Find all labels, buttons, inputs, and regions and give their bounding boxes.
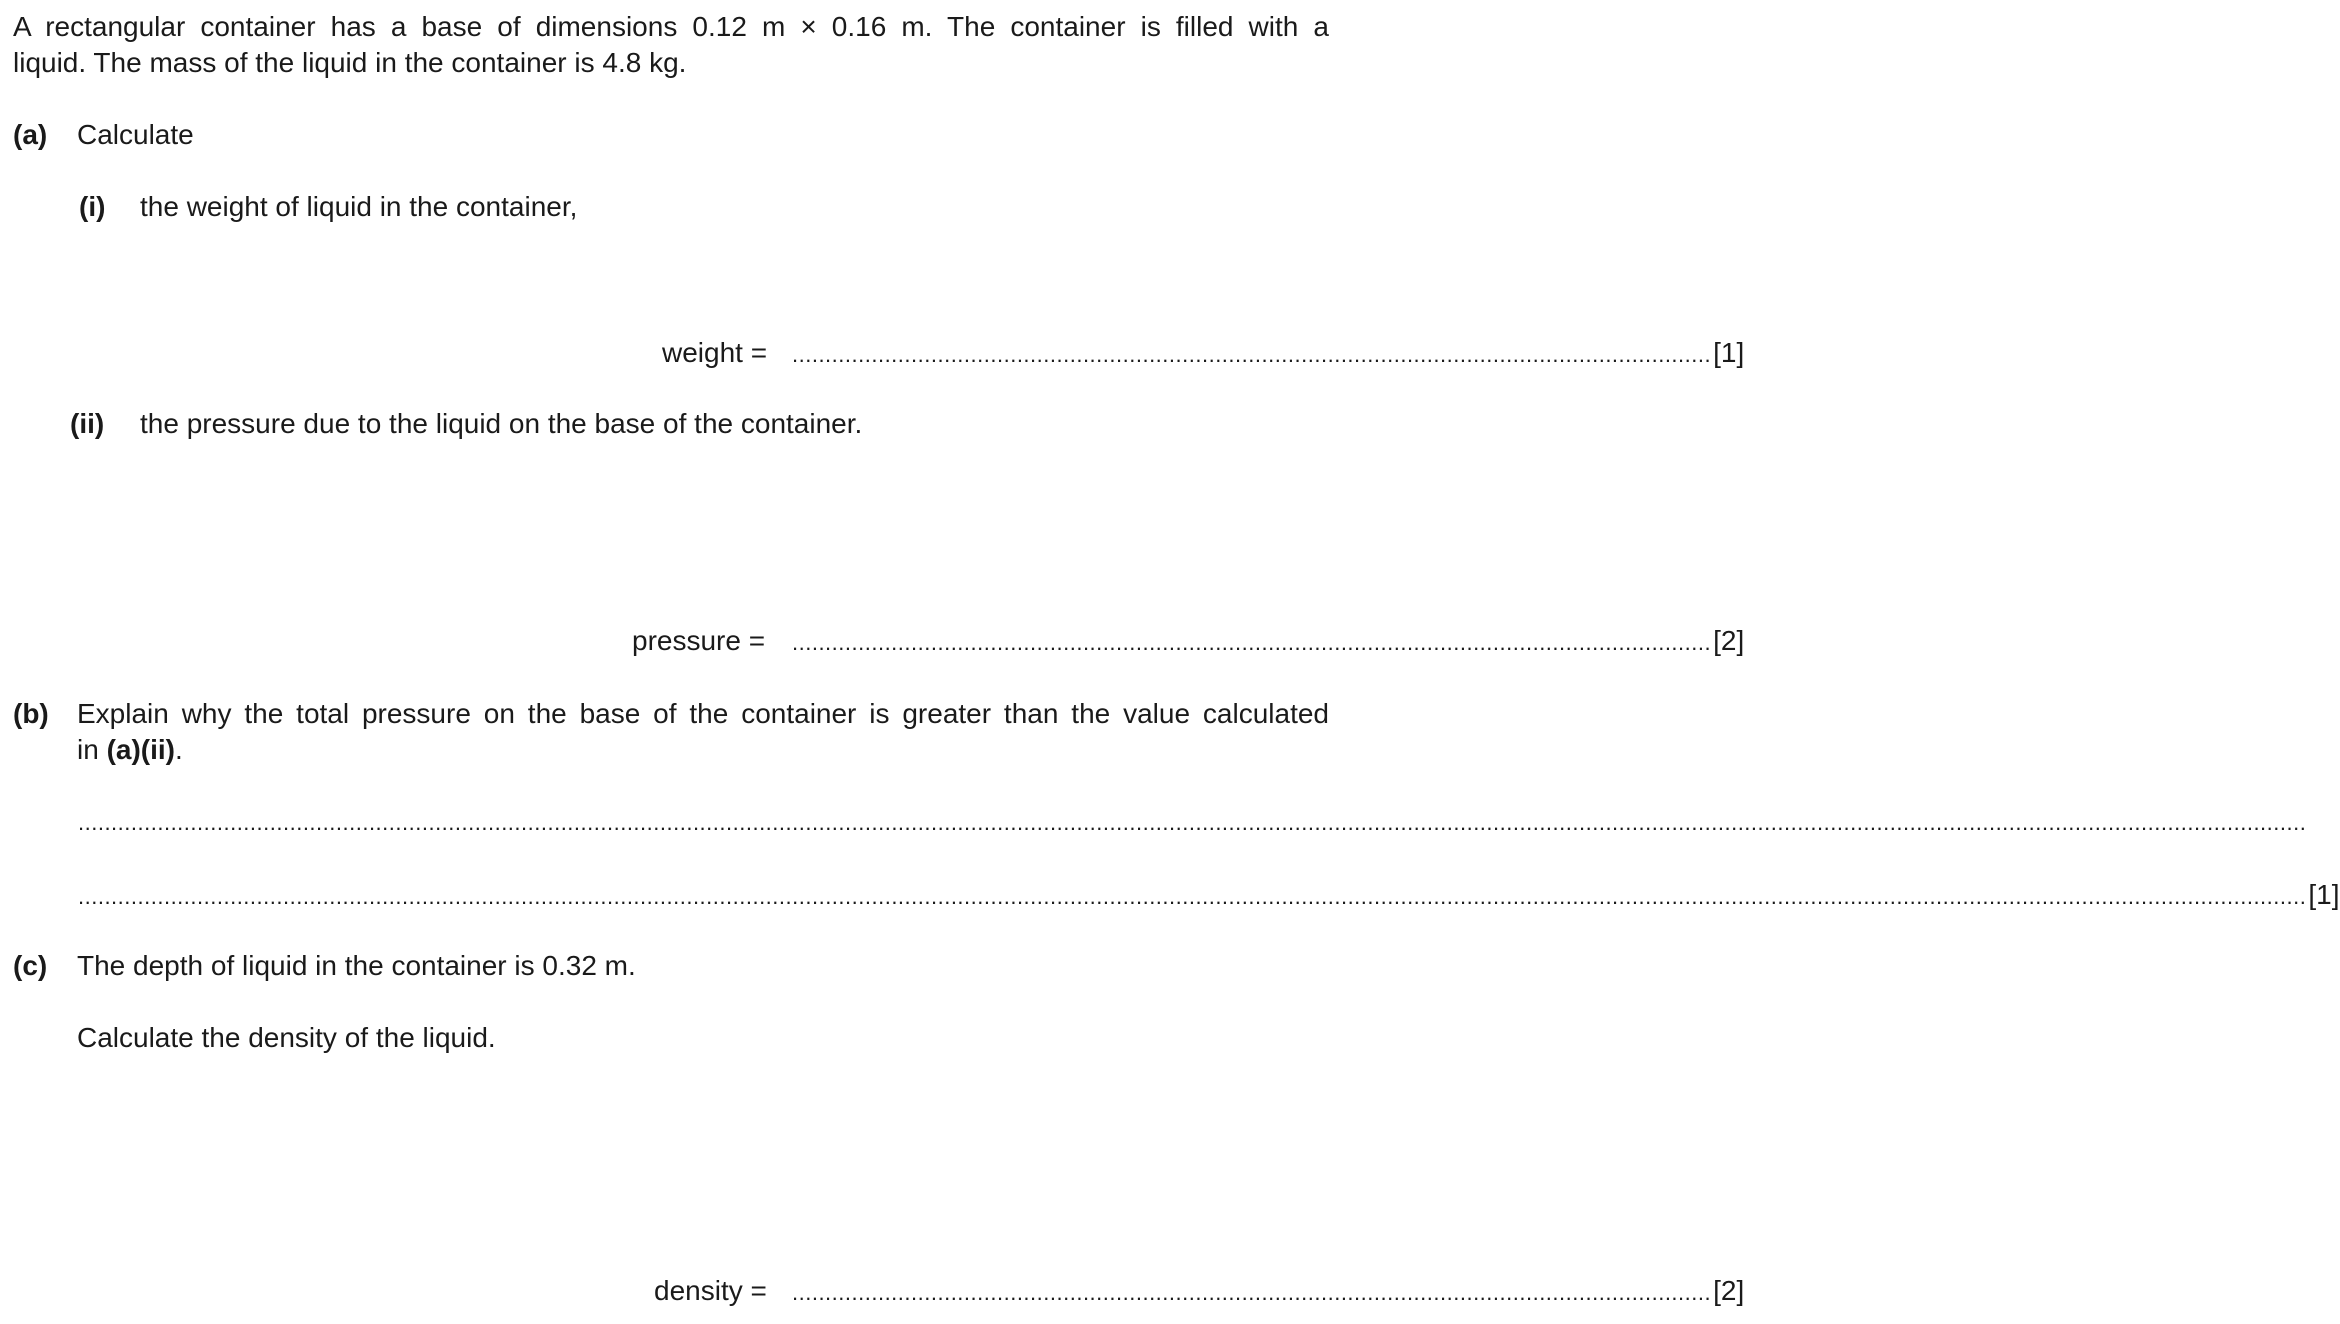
marks-indicator: [2]: [1713, 1275, 1745, 1306]
intro-line-1: A rectangular container has a base of dimensions 0.12 m × 0.16 m. The container is filled with a: [13, 11, 1329, 42]
weight-answer-line[interactable]: [792, 337, 1745, 368]
part-a-i-label: (i): [79, 191, 106, 222]
part-b-line-2: [77, 736, 183, 764]
density-answer-line[interactable]: [792, 1275, 1745, 1306]
part-b-answer-line-2[interactable]: [78, 879, 2340, 910]
part-a-ii-label: (ii): [70, 408, 105, 439]
part-b-answer-line-1[interactable]: .................................................................................................................................................................................................................................................................................................................................................: [78, 810, 2307, 835]
part-b-line-2-suffix: .: [175, 734, 183, 765]
marks-indicator: [2]: [1713, 625, 1745, 656]
part-b-line-1: Explain why the total pressure on the base of the container is greater than the value calculated: [77, 698, 1329, 729]
part-a-i-text: the weight of liquid in the container,: [140, 191, 578, 222]
part-a-label: (a): [13, 119, 48, 150]
answer-dots: ...........................................................................................................................................: [792, 1280, 1712, 1305]
pressure-answer-line[interactable]: [792, 625, 1745, 656]
intro-line-2: liquid. The mass of the liquid in the container is 4.8 kg.: [13, 47, 687, 78]
part-a-ii-text: the pressure due to the liquid on the base of the container.: [140, 408, 863, 439]
marks-indicator: [1]: [1713, 337, 1745, 368]
pressure-answer-label: pressure =: [632, 625, 766, 656]
part-c-text: The depth of liquid in the container is 0.32 m.: [77, 950, 636, 981]
part-b-line-2-prefix: in: [77, 734, 107, 765]
marks-indicator: [1]: [2308, 879, 2340, 910]
answer-dots: ...........................................................................................................................................: [792, 630, 1712, 655]
part-c-instruction: Calculate the density of the liquid.: [77, 1022, 496, 1053]
part-b-reference: (a)(ii): [106, 734, 176, 765]
weight-answer-label: weight =: [662, 337, 768, 368]
answer-dots: .................................................................................................................................................................................................................................................................................................................................................: [78, 884, 2307, 909]
part-a-stem: Calculate: [77, 119, 194, 150]
answer-dots: ...........................................................................................................................................: [792, 342, 1712, 367]
part-c-label: (c): [13, 950, 48, 981]
part-b-label: (b): [13, 698, 49, 729]
density-answer-label: density =: [654, 1275, 767, 1306]
